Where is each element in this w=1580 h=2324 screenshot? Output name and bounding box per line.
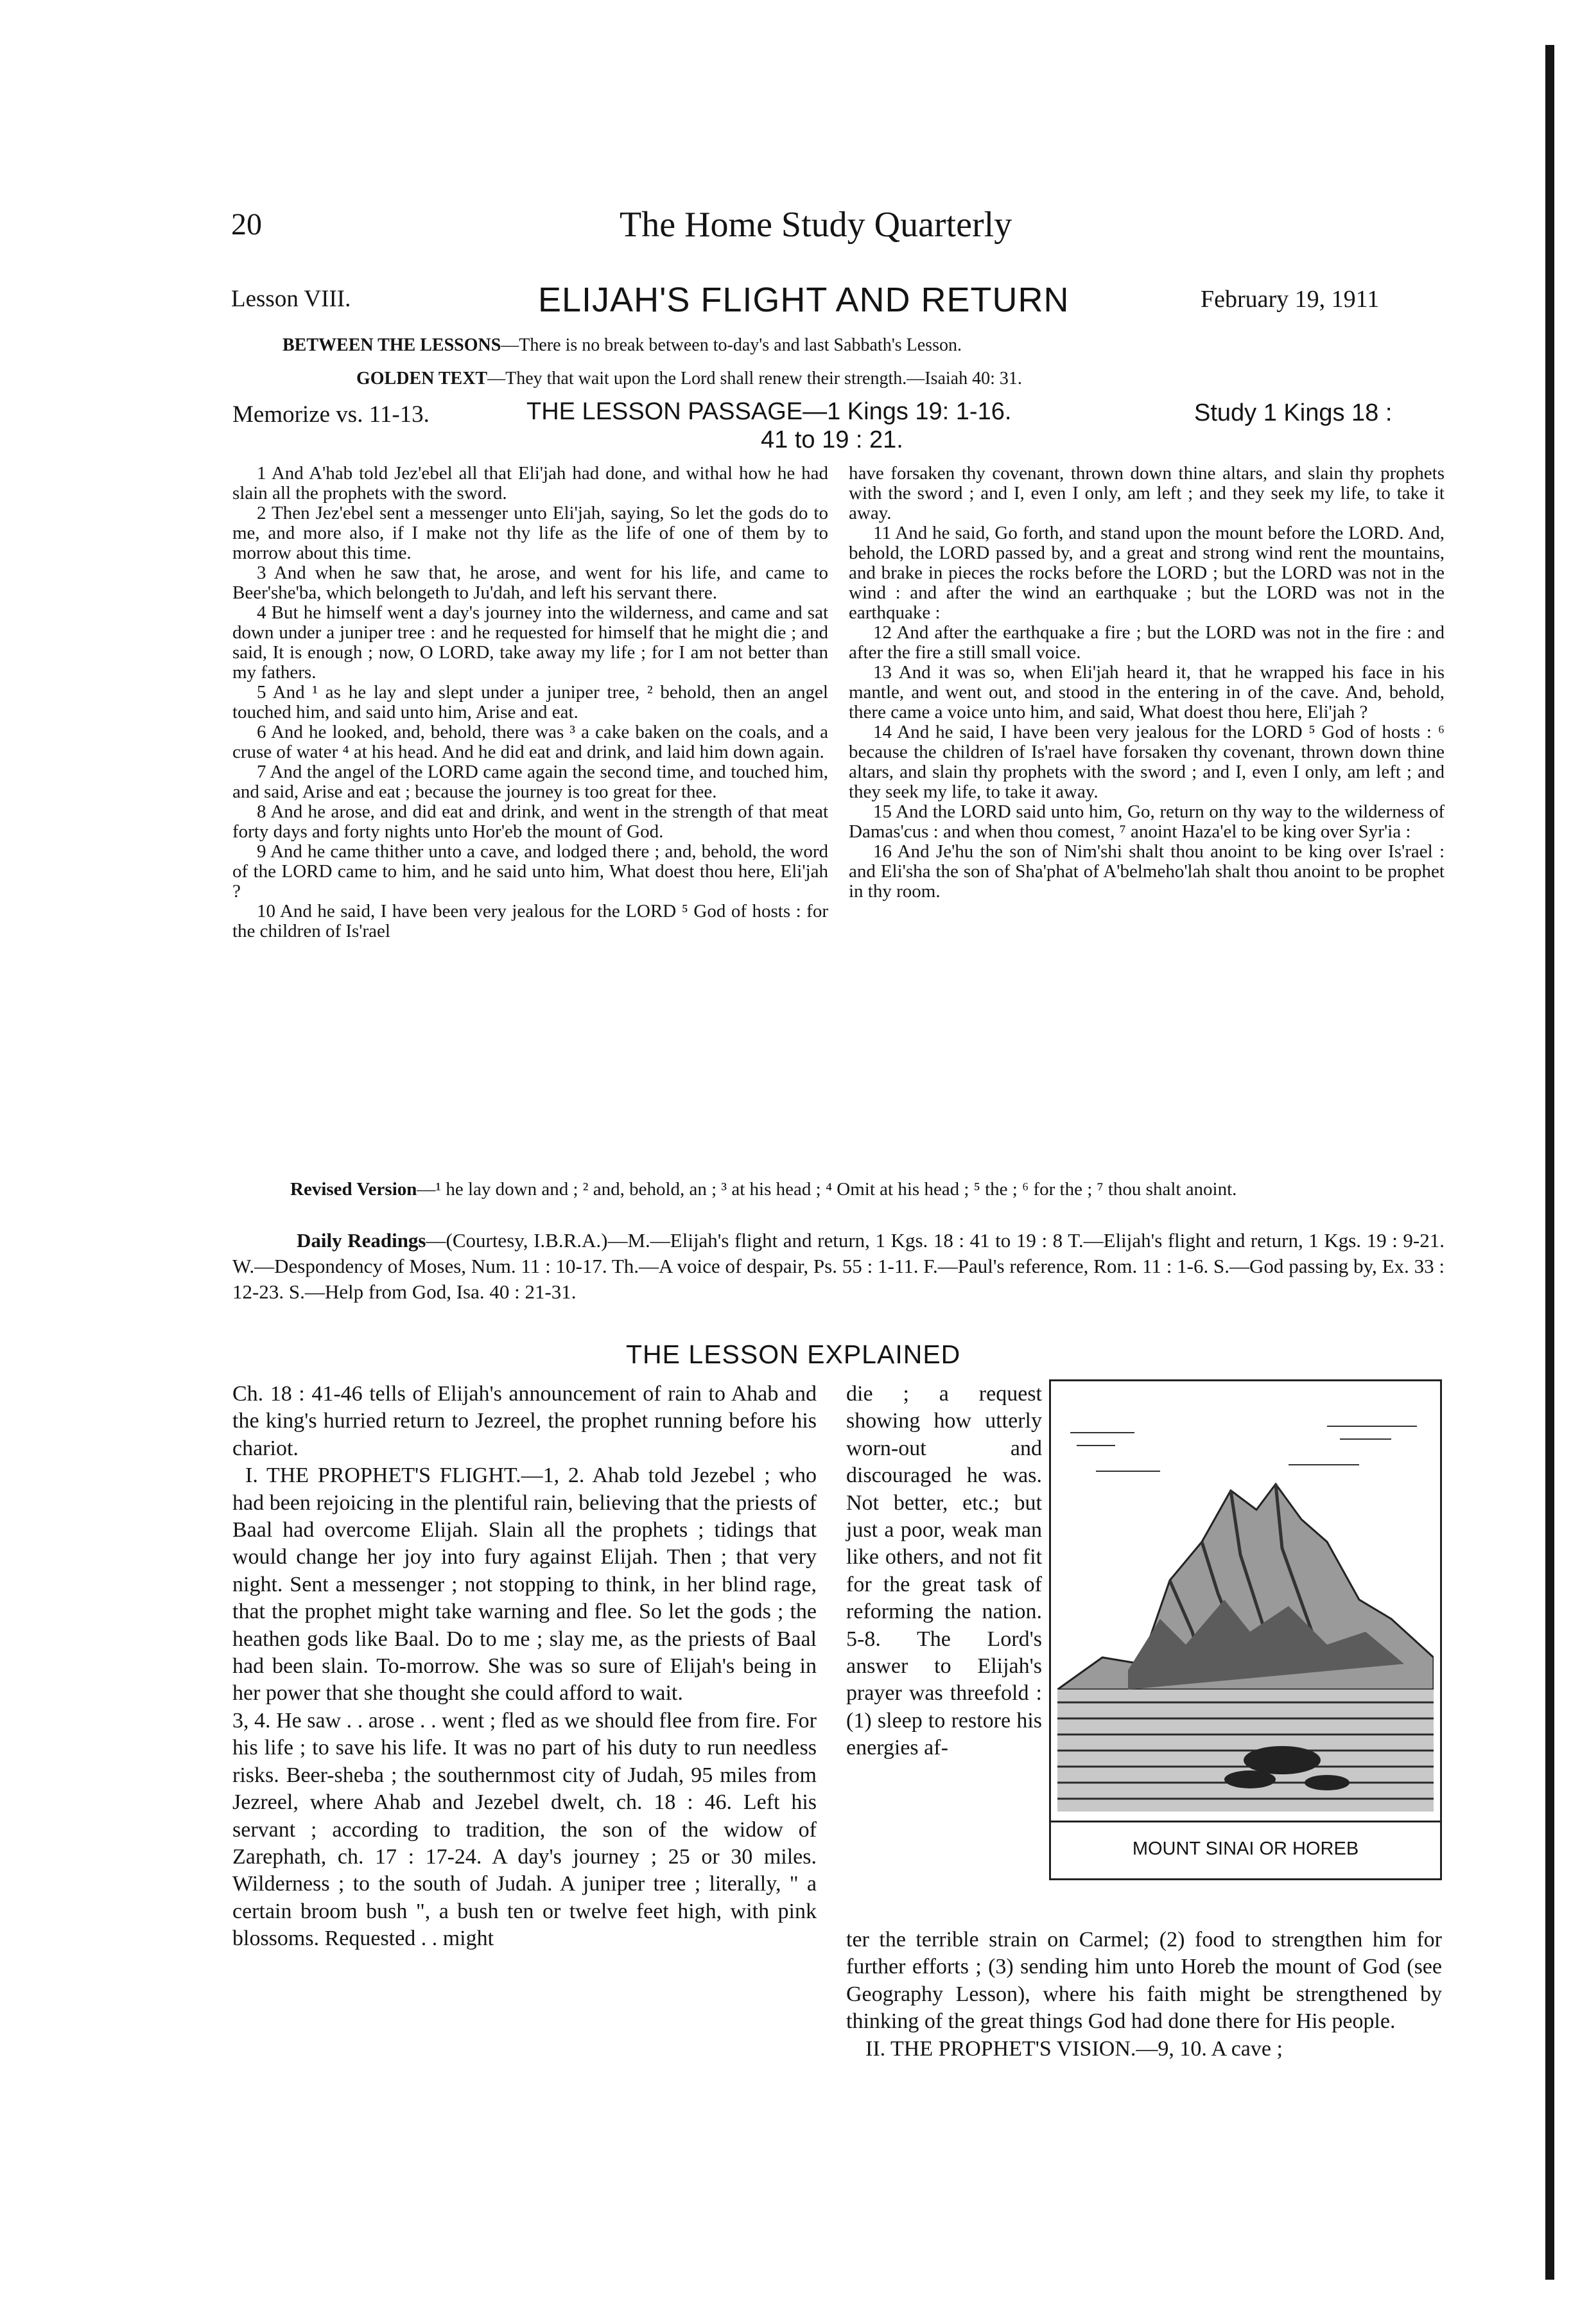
between-lessons bbox=[282, 335, 962, 356]
verse: 9 And he came thither unto a cave, and lodged there ; and, behold, the word of the LORD came to him, and he said unto him, What doest thou here, Eli'jah ? bbox=[232, 841, 828, 902]
verse: 11 And he said, Go forth, and stand upon the mount before the LORD. And, behold, the LORD passed by, and a great and strong wind rent the mountains, and brake in pieces the rocks before the LORD ; but the LORD was not in the wind : and after the wind an earthquake ; but the LORD was not in the earthquake : bbox=[849, 523, 1445, 623]
verse: 5 And ¹ as he lay and slept under a juniper tree, ² behold, then an angel touched him, and said unto him, Arise and eat. bbox=[232, 682, 828, 722]
between-text: —There is no break between to-day's and last Sabbath's Lesson. bbox=[501, 335, 962, 355]
narrow-text: die ; a request showing how utterly worn-out and discouraged he was. Not better, etc.; but just a poor, weak man like others, and not fit for the great task of reforming the nation. 5-8. The Lord's answer to Elijah's prayer was threefold : (1) sleep to restore his energies af- bbox=[846, 1382, 1042, 1760]
study-reference-continued: 41 to 19 : 21. bbox=[761, 426, 903, 453]
mount-sinai-illustration bbox=[1057, 1388, 1434, 1812]
section-heading: I. THE PROPHET'S FLIGHT.—1, 2. bbox=[245, 1463, 585, 1488]
section-prophets-flight bbox=[232, 1462, 817, 1708]
section-text: A cave ; bbox=[1211, 2036, 1283, 2061]
verse: 8 And he arose, and did eat and drink, and went in the strength of that meat forty days and forty nights unto Hor'eb the mount of God. bbox=[232, 801, 828, 842]
passage-reference: THE LESSON PASSAGE—1 Kings 19: 1-16. bbox=[526, 398, 1012, 425]
section-heading: II. THE PROPHET'S VISION.—9, 10. bbox=[865, 2036, 1207, 2061]
figure-caption: MOUNT SINAI OR HOREB bbox=[1132, 1839, 1359, 1859]
page-number: 20 bbox=[231, 207, 262, 241]
explained-heading: THE LESSON EXPLAINED bbox=[626, 1340, 961, 1369]
verse: 15 And the LORD said unto him, Go, return on thy way to the wilderness of Damas'cus : and when thou comest, ⁷ anoint Haza'el to be king over Syr'ia : bbox=[849, 801, 1445, 842]
figure-frame bbox=[1049, 1379, 1442, 1880]
verse: have forsaken thy covenant, thrown down thine altars, and slain thy prophets with the sword ; and I, even I only, am left ; and they seek my life, to take it away. bbox=[849, 463, 1445, 523]
verse: 6 And he looked, and, behold, there was ³ a cake baken on the coals, and a cruse of water ⁴ at his head. And he did eat and drink, and laid him down again. bbox=[232, 722, 828, 762]
memorize-verses: Memorize vs. 11-13. bbox=[232, 401, 430, 428]
verse: 7 And the angel of the LORD came again the second time, and touched him, and said, Arise and eat ; because the journey is too great for thee. bbox=[232, 762, 828, 802]
daily-readings bbox=[232, 1228, 1445, 1305]
verse: 3 And when he saw that, he arose, and went for his life, and came to Beer'she'ba, which belongeth to Ju'dah, and left his servant there. bbox=[232, 563, 828, 603]
between-label: BETWEEN THE LESSONS bbox=[282, 335, 501, 355]
study-reference: Study 1 Kings 18 : bbox=[1194, 399, 1393, 426]
verse: 16 And Je'hu the son of Nim'shi shalt thou anoint to be king over Is'rael : and Eli'sha the son of Sha'phat of A'belmeho'lah shalt thou anoint to be prophet in thy room. bbox=[849, 841, 1445, 902]
verses-left-column bbox=[232, 464, 828, 941]
verse: 12 And after the earthquake a fire ; but the LORD was not in the fire : and after the fire a still small voice. bbox=[849, 622, 1445, 663]
lesson-date: February 19, 1911 bbox=[1201, 286, 1380, 313]
revised-version bbox=[232, 1178, 1445, 1201]
section-prophets-vision bbox=[846, 2036, 1442, 2063]
section-verses-3-4: 3, 4. He saw . . arose . . went ; fled as we should flee from fire. For his life ; to save his life. It was no part of his duty to run needless risks. Beer-sheba ; the southernmost city of Judah, 95 miles from Jezreel, where Ahab and Jezebel dwelt, ch. 18 : 46. Left his servant ; according to tradition, the son of the widow of Zarephath, ch. 17 : 17-24. A day's journey ; 25 or 30 miles. Wilderness ; to the south of Judah. A juniper tree ; literally, " a certain broom bush ", a bush ten or twelve feet high, with pink blossoms. Requested . . might bbox=[232, 1708, 817, 1951]
lesson-title: ELIJAH'S FLIGHT AND RETURN bbox=[538, 281, 1070, 319]
explained-narrow-column bbox=[846, 1381, 1042, 1762]
daily-text: —(Courtesy, I.B.R.A.)—M.—Elijah's flight and return, 1 Kgs. 18 : 41 to 19 : 8 T.—Elijah's flight and return, 1 Kgs. 19 : 9-21. W.—Despondency of Moses, Num. 11 : 10-17. Th.—A voice of despair, Ps. 55 : 1-11. F.—Paul's reference, Rom. 11 : 1-6. S.—God passing by, Ex. 33 : 12-23. S.—Help from God, Isa. 40 : 21-31. bbox=[232, 1229, 1445, 1303]
page-edge-shadow bbox=[1545, 45, 1554, 2280]
explained-intro: Ch. 18 : 41-46 tells of Elijah's announcement of rain to Ahab and the king's hurried return to Jezreel, the prophet running before his chariot. bbox=[232, 1382, 817, 1460]
verse: 4 But he himself went a day's journey into the wilderness, and came and sat down under a juniper tree : and he requested for himself that he might die ; and said, It is enough ; now, O LORD, take away my life ; for I am not better than my fathers. bbox=[232, 602, 828, 683]
lesson-number: Lesson VIII. bbox=[231, 286, 351, 312]
verse: 2 Then Jez'ebel sent a messenger unto Eli'jah, saying, So let the gods do to me, and more also, if I make not thy life as the life of one of them by to morrow about this time. bbox=[232, 503, 828, 563]
verse: 13 And it was so, when Eli'jah heard it, that he wrapped his face in his mantle, and went out, and stood in the entering in of the cave. And, behold, there came a voice unto him, and said, What doest thou here, Eli'jah ? bbox=[849, 662, 1445, 722]
revised-label: Revised Version bbox=[290, 1179, 417, 1200]
verse: 1 And A'hab told Jez'ebel all that Eli'jah had done, and withal how he had slain all the prophets with the sword. bbox=[232, 463, 828, 503]
caption-divider bbox=[1051, 1821, 1440, 1822]
daily-label: Daily Readings bbox=[297, 1229, 426, 1252]
explained-left-column bbox=[232, 1381, 817, 1953]
section-text: Ahab told Jezebel ; who had been rejoicing in the plentiful rain, believing that the priests of Baal had overcome Elijah. Slain all the prophets ; tidings that would change her joy into fury against Elijah. Then ; that very night. Sent a messenger ; not stopping to think, in her blind rage, that the prophet might take warning and flee. So let the gods ; the heathen gods like Baal. Do to me ; slay me, as the priests of Baal had been slain. To-morrow. She was so sure of Elijah's being in her power that she thought she could afford to wait. bbox=[232, 1463, 817, 1706]
running-title: The Home Study Quarterly bbox=[620, 205, 1012, 245]
continued-text: ter the terrible strain on Carmel; (2) food to strengthen him for further efforts ; (3) sending him unto Horeb the mount of God (see Geography Lesson), where his faith might be strengthened by thinking of the great things God had done there for His people. bbox=[846, 1928, 1442, 2034]
verse: 10 And he said, I have been very jealous for the LORD ⁵ God of hosts : for the children of Is'rael bbox=[232, 901, 828, 941]
verse: 14 And he said, I have been very jealous for the LORD ⁵ God of hosts : ⁶ because the children of Is'rael have forsaken thy covenant, thrown down thine altars, and slain thy prophets with the sword ; and I, even I only, am left ; and they seek my life, to take it away. bbox=[849, 722, 1445, 802]
explained-right-bottom bbox=[846, 1926, 1442, 2063]
verses-right-column bbox=[849, 464, 1445, 902]
golden-text bbox=[356, 369, 1022, 389]
revised-text: —¹ he lay down and ; ² and, behold, an ; ³ at his head ; ⁴ Omit at his head ; ⁵ the ; ⁶ for the ; ⁷ thou shalt anoint. bbox=[417, 1179, 1237, 1200]
golden-body: —They that wait upon the Lord shall renew their strength.—Isaiah 40: 31. bbox=[487, 369, 1022, 389]
golden-label: GOLDEN TEXT bbox=[356, 369, 488, 389]
